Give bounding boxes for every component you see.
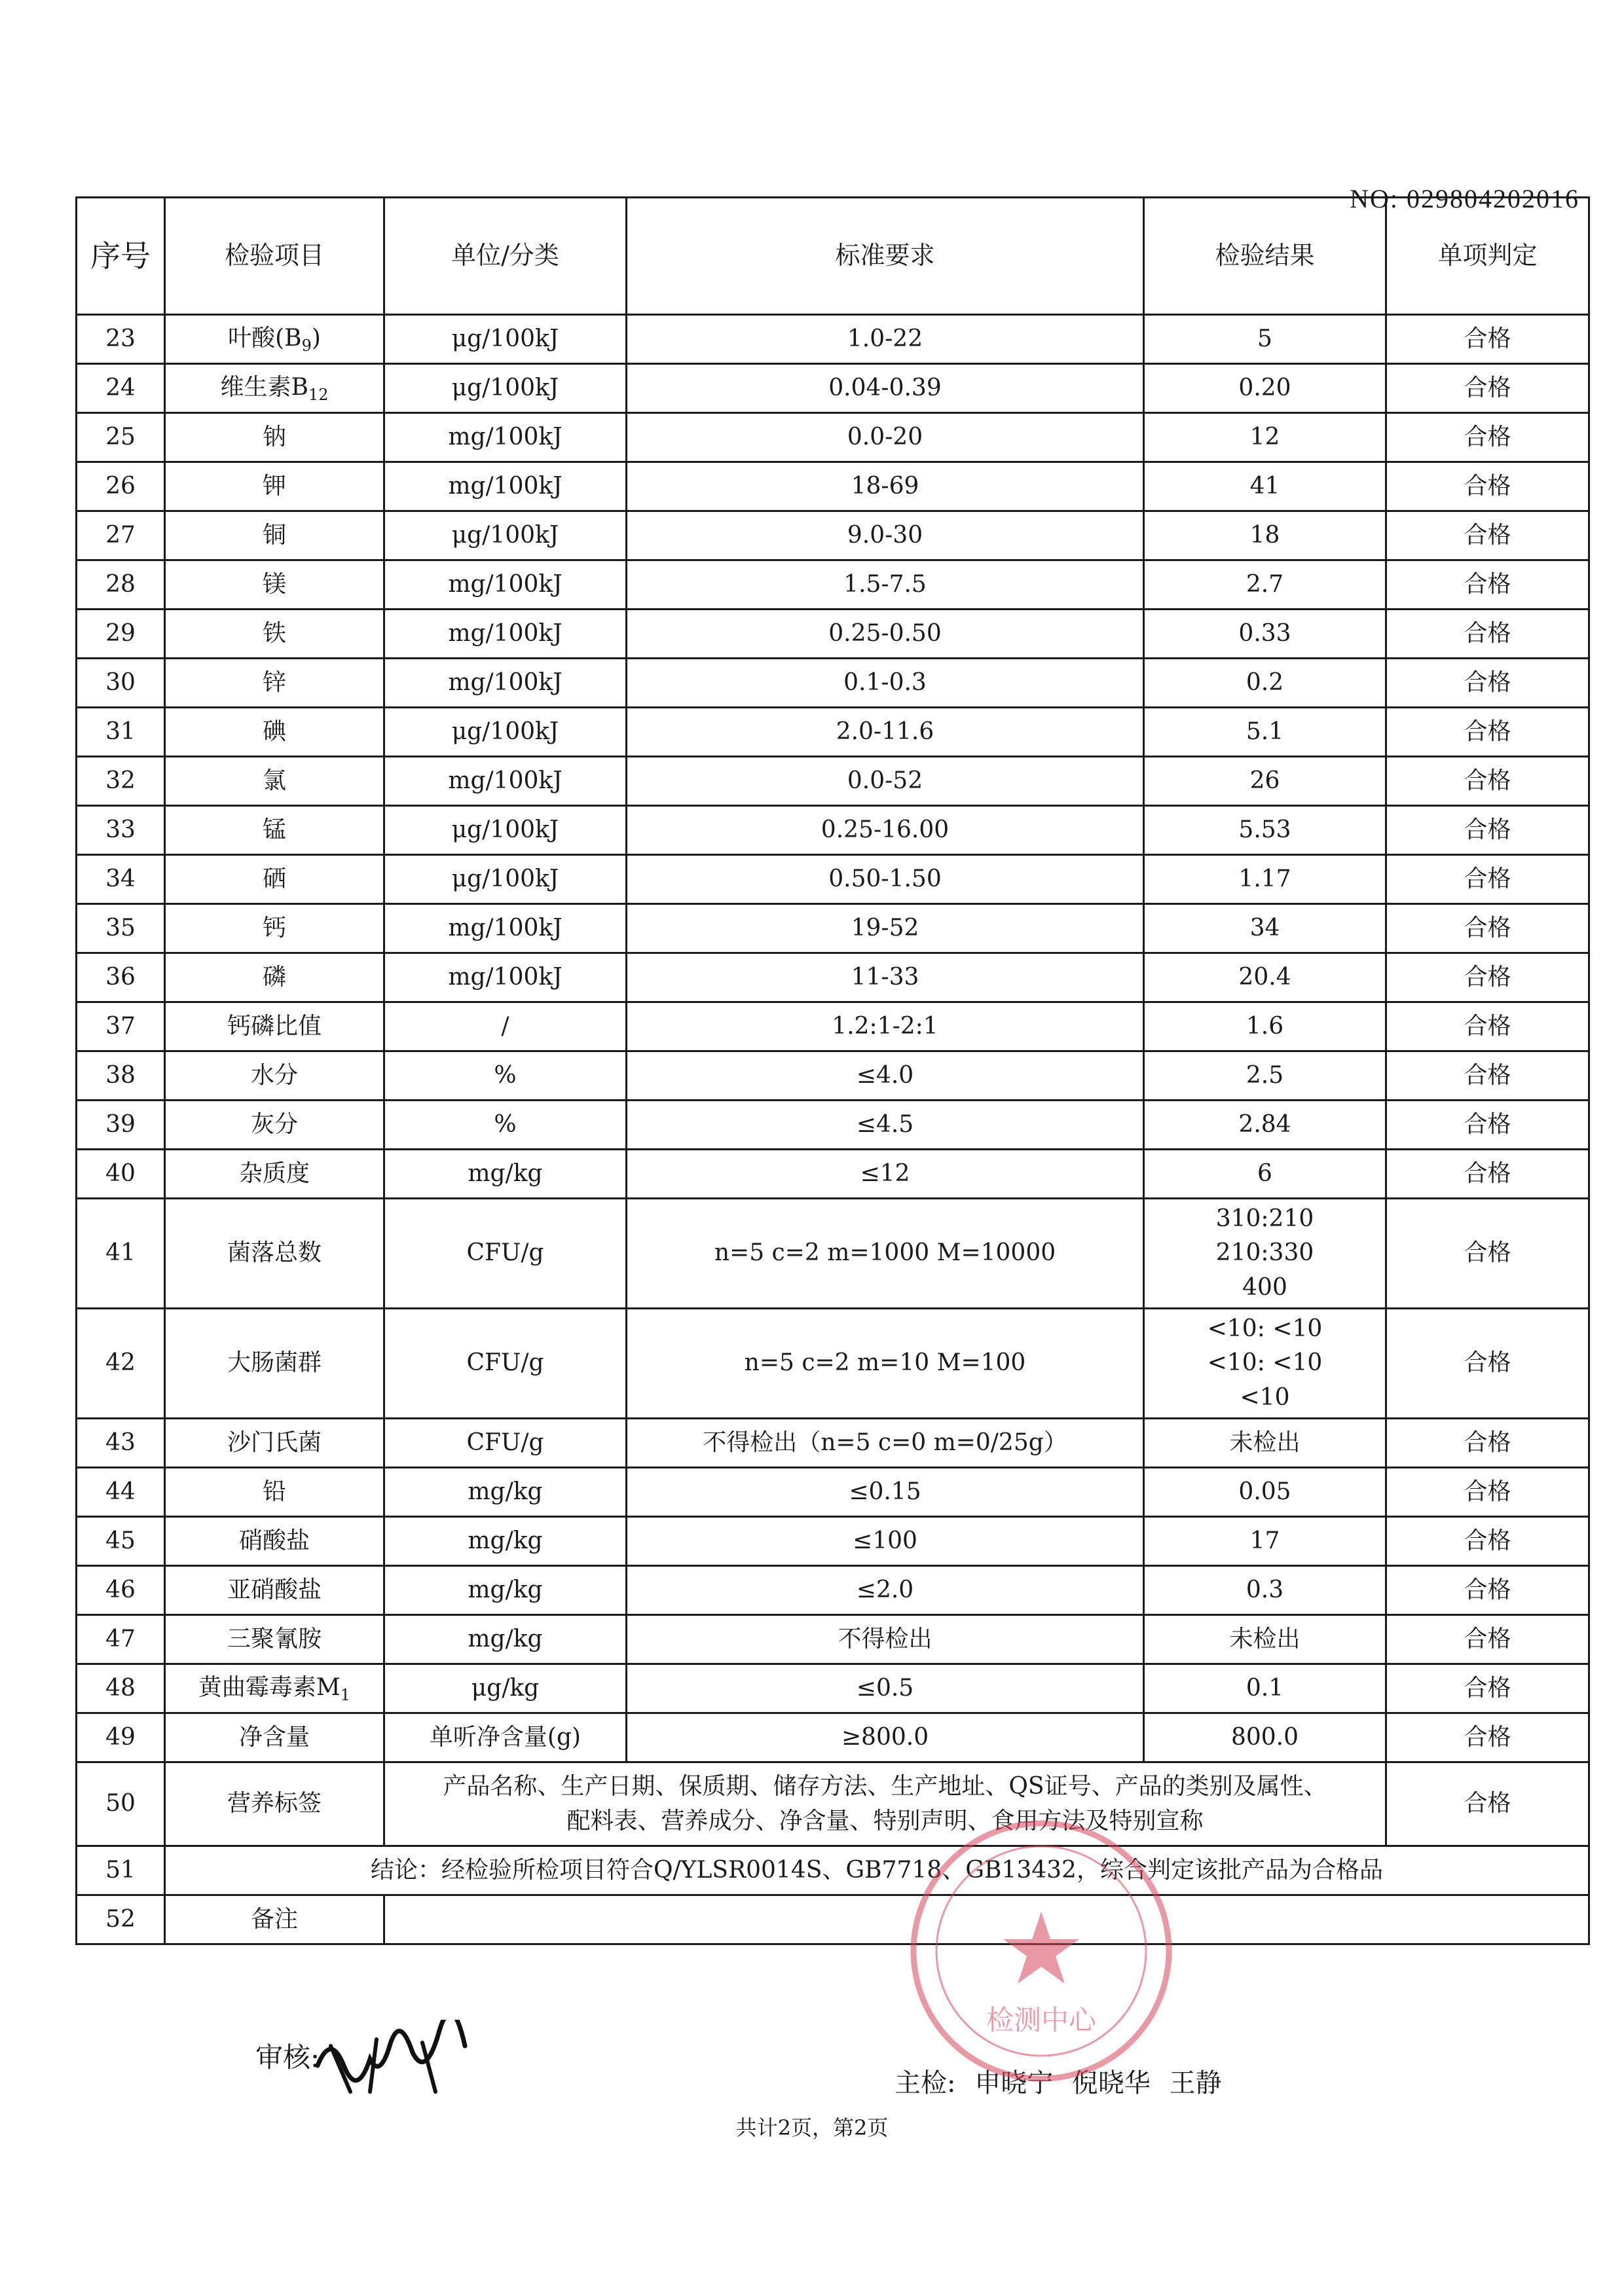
cell-verdict: 合格 <box>1386 1002 1589 1051</box>
table-row <box>77 1762 1589 1846</box>
cell-item: 灰分 <box>165 1101 384 1150</box>
stamp-text: 检测中心 <box>986 2004 1097 2036</box>
cell-result: 26 <box>1144 757 1386 806</box>
cell-item: 菌落总数 <box>165 1199 384 1309</box>
cell-item: 钾 <box>165 462 384 511</box>
cell-verdict: 合格 <box>1386 904 1589 953</box>
cell-unit: CFU/g <box>384 1309 627 1419</box>
inspector-label: 主检: <box>895 2068 956 2098</box>
cell-standard: n=5 c=2 m=1000 M=10000 <box>627 1199 1144 1309</box>
cell-item: 磷 <box>165 953 384 1002</box>
table-row <box>77 462 1589 511</box>
result-line: 400 <box>1242 1273 1287 1301</box>
label-line-2: 配料表、营养成分、净含量、特别声明、食用方法及特别宣称 <box>566 1807 1204 1834</box>
cell-result: 5.53 <box>1144 806 1386 855</box>
item-name: 叶酸(B <box>228 324 302 352</box>
cell-unit: mg/100kJ <box>384 953 627 1002</box>
cell-seq: 29 <box>77 610 165 659</box>
cell-seq: 44 <box>77 1468 165 1517</box>
report-number-value: 029804202016 <box>1407 184 1579 213</box>
inspection-table <box>75 196 1590 1945</box>
table-row <box>77 1468 1589 1517</box>
cell-seq: 40 <box>77 1150 165 1199</box>
cell-unit: mg/100kJ <box>384 659 627 708</box>
conclusion-text: 结论：经检验所检项目符合Q/YLSR0014S、GB7718、GB13432，综合判定该批产品为合格品 <box>165 1846 1589 1895</box>
cell-seq: 47 <box>77 1615 165 1664</box>
cell-seq: 34 <box>77 855 165 904</box>
cell-standard: ≤12 <box>627 1150 1144 1199</box>
header-item: 检验项目 <box>165 198 384 315</box>
conclusion-row <box>77 1846 1589 1895</box>
cell-item: 营养标签 <box>165 1762 384 1846</box>
cell-unit: 单听净含量(g) <box>384 1713 627 1762</box>
cell-label-requirements <box>384 1762 1386 1846</box>
cell-verdict: 合格 <box>1386 1713 1589 1762</box>
cell-seq: 38 <box>77 1051 165 1101</box>
cell-seq: 24 <box>77 364 165 413</box>
cell-item: 钠 <box>165 413 384 462</box>
cell-standard: ≤100 <box>627 1517 1144 1566</box>
cell-standard: 不得检出（n=5 c=0 m=0/25g） <box>627 1419 1144 1468</box>
cell-result <box>1144 1199 1386 1309</box>
table-row <box>77 1713 1589 1762</box>
cell-verdict: 合格 <box>1386 1150 1589 1199</box>
cell-standard: 1.0-22 <box>627 315 1144 364</box>
cell-verdict: 合格 <box>1386 364 1589 413</box>
cell-verdict: 合格 <box>1386 610 1589 659</box>
table-row <box>77 1615 1589 1664</box>
cell-seq: 23 <box>77 315 165 364</box>
cell-seq: 26 <box>77 462 165 511</box>
cell-unit: CFU/g <box>384 1199 627 1309</box>
table-row <box>77 708 1589 757</box>
table-row <box>77 1419 1589 1468</box>
cell-result <box>1144 1309 1386 1419</box>
header-verdict: 单项判定 <box>1386 198 1589 315</box>
result-line: 310:210 <box>1215 1205 1314 1233</box>
cell-verdict: 合格 <box>1386 1517 1589 1566</box>
table-row <box>77 1199 1589 1309</box>
cell-standard: 9.0-30 <box>627 511 1144 560</box>
cell-result: 5.1 <box>1144 708 1386 757</box>
table-row <box>77 610 1589 659</box>
item-name: 黄曲霉毒素M <box>198 1673 341 1701</box>
cell-seq: 46 <box>77 1566 165 1615</box>
cell-item: 硝酸盐 <box>165 1517 384 1566</box>
cell-verdict: 合格 <box>1386 1101 1589 1150</box>
item-subscript: 9 <box>301 336 312 355</box>
table-row <box>77 806 1589 855</box>
cell-seq: 35 <box>77 904 165 953</box>
cell-unit: % <box>384 1051 627 1101</box>
cell-standard: 1.2:1-2:1 <box>627 1002 1144 1051</box>
cell-unit: mg/100kJ <box>384 904 627 953</box>
table-row <box>77 1150 1589 1199</box>
table-header-row <box>77 198 1589 315</box>
cell-unit: mg/kg <box>384 1150 627 1199</box>
cell-item: 锌 <box>165 659 384 708</box>
table-row <box>77 1101 1589 1150</box>
cell-result: 0.33 <box>1144 610 1386 659</box>
cell-result: 41 <box>1144 462 1386 511</box>
cell-verdict: 合格 <box>1386 1762 1589 1846</box>
cell-standard: 0.50-1.50 <box>627 855 1144 904</box>
cell-standard: 不得检出 <box>627 1615 1144 1664</box>
cell-standard: ≤4.0 <box>627 1051 1144 1101</box>
cell-result: 18 <box>1144 511 1386 560</box>
cell-standard: 0.0-20 <box>627 413 1144 462</box>
cell-result: 0.2 <box>1144 659 1386 708</box>
cell-result: 未检出 <box>1144 1419 1386 1468</box>
official-seal-stamp <box>904 1813 1179 2088</box>
table-row <box>77 560 1589 610</box>
cell-verdict: 合格 <box>1386 1566 1589 1615</box>
cell-standard: 0.1-0.3 <box>627 659 1144 708</box>
cell-standard: ≤0.5 <box>627 1664 1144 1713</box>
cell-result: 1.17 <box>1144 855 1386 904</box>
cell-standard: ≤2.0 <box>627 1566 1144 1615</box>
cell-standard: ≤4.5 <box>627 1101 1144 1150</box>
cell-result: 0.1 <box>1144 1664 1386 1713</box>
cell-verdict: 合格 <box>1386 1309 1589 1419</box>
cell-result: 2.84 <box>1144 1101 1386 1150</box>
table-row <box>77 1002 1589 1051</box>
cell-verdict: 合格 <box>1386 1199 1589 1309</box>
table-row <box>77 1566 1589 1615</box>
cell-unit: mg/kg <box>384 1566 627 1615</box>
cell-seq: 28 <box>77 560 165 610</box>
cell-result: 1.6 <box>1144 1002 1386 1051</box>
cell-verdict: 合格 <box>1386 1051 1589 1101</box>
label-line-1: 产品名称、生产日期、保质期、储存方法、生产地址、QS证号、产品的类别及属性、 <box>443 1773 1327 1800</box>
cell-item: 铁 <box>165 610 384 659</box>
cell-unit: mg/100kJ <box>384 462 627 511</box>
cell-seq: 50 <box>77 1762 165 1846</box>
cell-result: 17 <box>1144 1517 1386 1566</box>
table-row <box>77 1517 1589 1566</box>
cell-seq: 33 <box>77 806 165 855</box>
cell-unit: μg/100kJ <box>384 364 627 413</box>
reviewer-label: 审核: <box>255 2041 320 2073</box>
cell-item: 钙磷比值 <box>165 1002 384 1051</box>
cell-verdict: 合格 <box>1386 708 1589 757</box>
cell-standard: ≤0.15 <box>627 1468 1144 1517</box>
cell-verdict: 合格 <box>1386 1664 1589 1713</box>
cell-item <box>165 315 384 364</box>
cell-unit: % <box>384 1101 627 1150</box>
cell-result: 34 <box>1144 904 1386 953</box>
cell-item: 杂质度 <box>165 1150 384 1199</box>
cell-item: 备注 <box>165 1895 384 1944</box>
cell-item: 三聚氰胺 <box>165 1615 384 1664</box>
cell-unit: mg/kg <box>384 1517 627 1566</box>
cell-verdict: 合格 <box>1386 413 1589 462</box>
cell-seq: 43 <box>77 1419 165 1468</box>
table-row <box>77 1309 1589 1419</box>
inspector-name: 申晓宁 <box>974 2068 1054 2098</box>
cell-verdict: 合格 <box>1386 1615 1589 1664</box>
cell-seq: 49 <box>77 1713 165 1762</box>
cell-item: 沙门氏菌 <box>165 1419 384 1468</box>
cell-standard: ≥800.0 <box>627 1713 1144 1762</box>
table-row <box>77 1664 1589 1713</box>
table-row <box>77 953 1589 1002</box>
cell-verdict: 合格 <box>1386 315 1589 364</box>
cell-standard: 0.25-16.00 <box>627 806 1144 855</box>
cell-result: 5 <box>1144 315 1386 364</box>
cell-seq: 32 <box>77 757 165 806</box>
result-line: <10: <10 <box>1207 1349 1323 1377</box>
cell-item: 净含量 <box>165 1713 384 1762</box>
cell-verdict: 合格 <box>1386 659 1589 708</box>
cell-result: 未检出 <box>1144 1615 1386 1664</box>
cell-item: 亚硝酸盐 <box>165 1566 384 1615</box>
item-tail: ) <box>311 324 321 352</box>
reviewer-signature <box>304 2020 475 2105</box>
result-line: <10 <box>1240 1383 1290 1411</box>
cell-item <box>165 364 384 413</box>
cell-result: 2.7 <box>1144 560 1386 610</box>
item-subscript: 12 <box>308 385 329 404</box>
header-result: 检验结果 <box>1144 198 1386 315</box>
cell-result: 0.05 <box>1144 1468 1386 1517</box>
cell-result: 20.4 <box>1144 953 1386 1002</box>
cell-seq: 36 <box>77 953 165 1002</box>
cell-standard: 0.04-0.39 <box>627 364 1144 413</box>
table-row <box>77 855 1589 904</box>
cell-seq: 27 <box>77 511 165 560</box>
cell-unit: μg/100kJ <box>384 315 627 364</box>
header-unit: 单位/分类 <box>384 198 627 315</box>
cell-item: 铅 <box>165 1468 384 1517</box>
cell-seq: 31 <box>77 708 165 757</box>
table-row <box>77 659 1589 708</box>
header-standard: 标准要求 <box>627 198 1144 315</box>
cell-seq: 30 <box>77 659 165 708</box>
cell-unit: mg/kg <box>384 1615 627 1664</box>
cell-unit: mg/100kJ <box>384 560 627 610</box>
cell-seq: 41 <box>77 1199 165 1309</box>
cell-standard: n=5 c=2 m=10 M=100 <box>627 1309 1144 1419</box>
table-row <box>77 904 1589 953</box>
cell-result: 800.0 <box>1144 1713 1386 1762</box>
cell-standard: 0.25-0.50 <box>627 610 1144 659</box>
inspector-name: 王静 <box>1169 2068 1222 2098</box>
cell-result: 12 <box>1144 413 1386 462</box>
report-number-label: NO: <box>1350 184 1399 213</box>
cell-unit: μg/100kJ <box>384 855 627 904</box>
cell-unit: μg/100kJ <box>384 806 627 855</box>
result-line: <10: <10 <box>1207 1315 1323 1343</box>
cell-verdict: 合格 <box>1386 757 1589 806</box>
cell-verdict: 合格 <box>1386 806 1589 855</box>
table-row <box>77 413 1589 462</box>
inspector-name: 倪晓华 <box>1071 2068 1151 2098</box>
cell-result: 0.3 <box>1144 1566 1386 1615</box>
cell-unit: mg/100kJ <box>384 413 627 462</box>
cell-verdict: 合格 <box>1386 462 1589 511</box>
cell-standard: 1.5-7.5 <box>627 560 1144 610</box>
cell-verdict: 合格 <box>1386 855 1589 904</box>
cell-verdict: 合格 <box>1386 560 1589 610</box>
cell-item: 锰 <box>165 806 384 855</box>
cell-item: 镁 <box>165 560 384 610</box>
item-name: 维生素B <box>220 373 308 401</box>
cell-seq: 45 <box>77 1517 165 1566</box>
item-subscript: 1 <box>340 1685 351 1704</box>
cell-unit: CFU/g <box>384 1419 627 1468</box>
cell-verdict: 合格 <box>1386 511 1589 560</box>
cell-result: 6 <box>1144 1150 1386 1199</box>
page-info: 共计2页，第2页 <box>735 2115 889 2140</box>
cell-seq: 51 <box>77 1846 165 1895</box>
cell-seq: 52 <box>77 1895 165 1944</box>
cell-unit: μg/100kJ <box>384 511 627 560</box>
cell-standard: 19-52 <box>627 904 1144 953</box>
table-row <box>77 511 1589 560</box>
cell-item: 氯 <box>165 757 384 806</box>
cell-standard: 2.0-11.6 <box>627 708 1144 757</box>
cell-seq: 39 <box>77 1101 165 1150</box>
table-row <box>77 364 1589 413</box>
result-line: 210:330 <box>1215 1239 1314 1267</box>
cell-unit: mg/100kJ <box>384 757 627 806</box>
cell-item <box>165 1664 384 1713</box>
cell-unit: mg/100kJ <box>384 610 627 659</box>
cell-item: 硒 <box>165 855 384 904</box>
notes-row <box>77 1895 1589 1944</box>
table-row <box>77 1051 1589 1101</box>
cell-verdict: 合格 <box>1386 1468 1589 1517</box>
cell-item: 钙 <box>165 904 384 953</box>
cell-standard: 18-69 <box>627 462 1144 511</box>
cell-standard: 11-33 <box>627 953 1144 1002</box>
header-seq: 序号 <box>77 198 165 315</box>
cell-item: 铜 <box>165 511 384 560</box>
cell-standard: 0.0-52 <box>627 757 1144 806</box>
table-row <box>77 315 1589 364</box>
cell-seq: 25 <box>77 413 165 462</box>
cell-result: 2.5 <box>1144 1051 1386 1101</box>
cell-verdict: 合格 <box>1386 1419 1589 1468</box>
cell-seq: 37 <box>77 1002 165 1051</box>
cell-unit: μg/100kJ <box>384 708 627 757</box>
cell-item: 碘 <box>165 708 384 757</box>
table-row <box>77 757 1589 806</box>
cell-item: 水分 <box>165 1051 384 1101</box>
cell-unit: μg/kg <box>384 1664 627 1713</box>
cell-seq: 48 <box>77 1664 165 1713</box>
cell-unit: mg/kg <box>384 1468 627 1517</box>
cell-seq: 42 <box>77 1309 165 1419</box>
cell-verdict: 合格 <box>1386 953 1589 1002</box>
cell-item: 大肠菌群 <box>165 1309 384 1419</box>
cell-unit: / <box>384 1002 627 1051</box>
cell-result: 0.20 <box>1144 364 1386 413</box>
